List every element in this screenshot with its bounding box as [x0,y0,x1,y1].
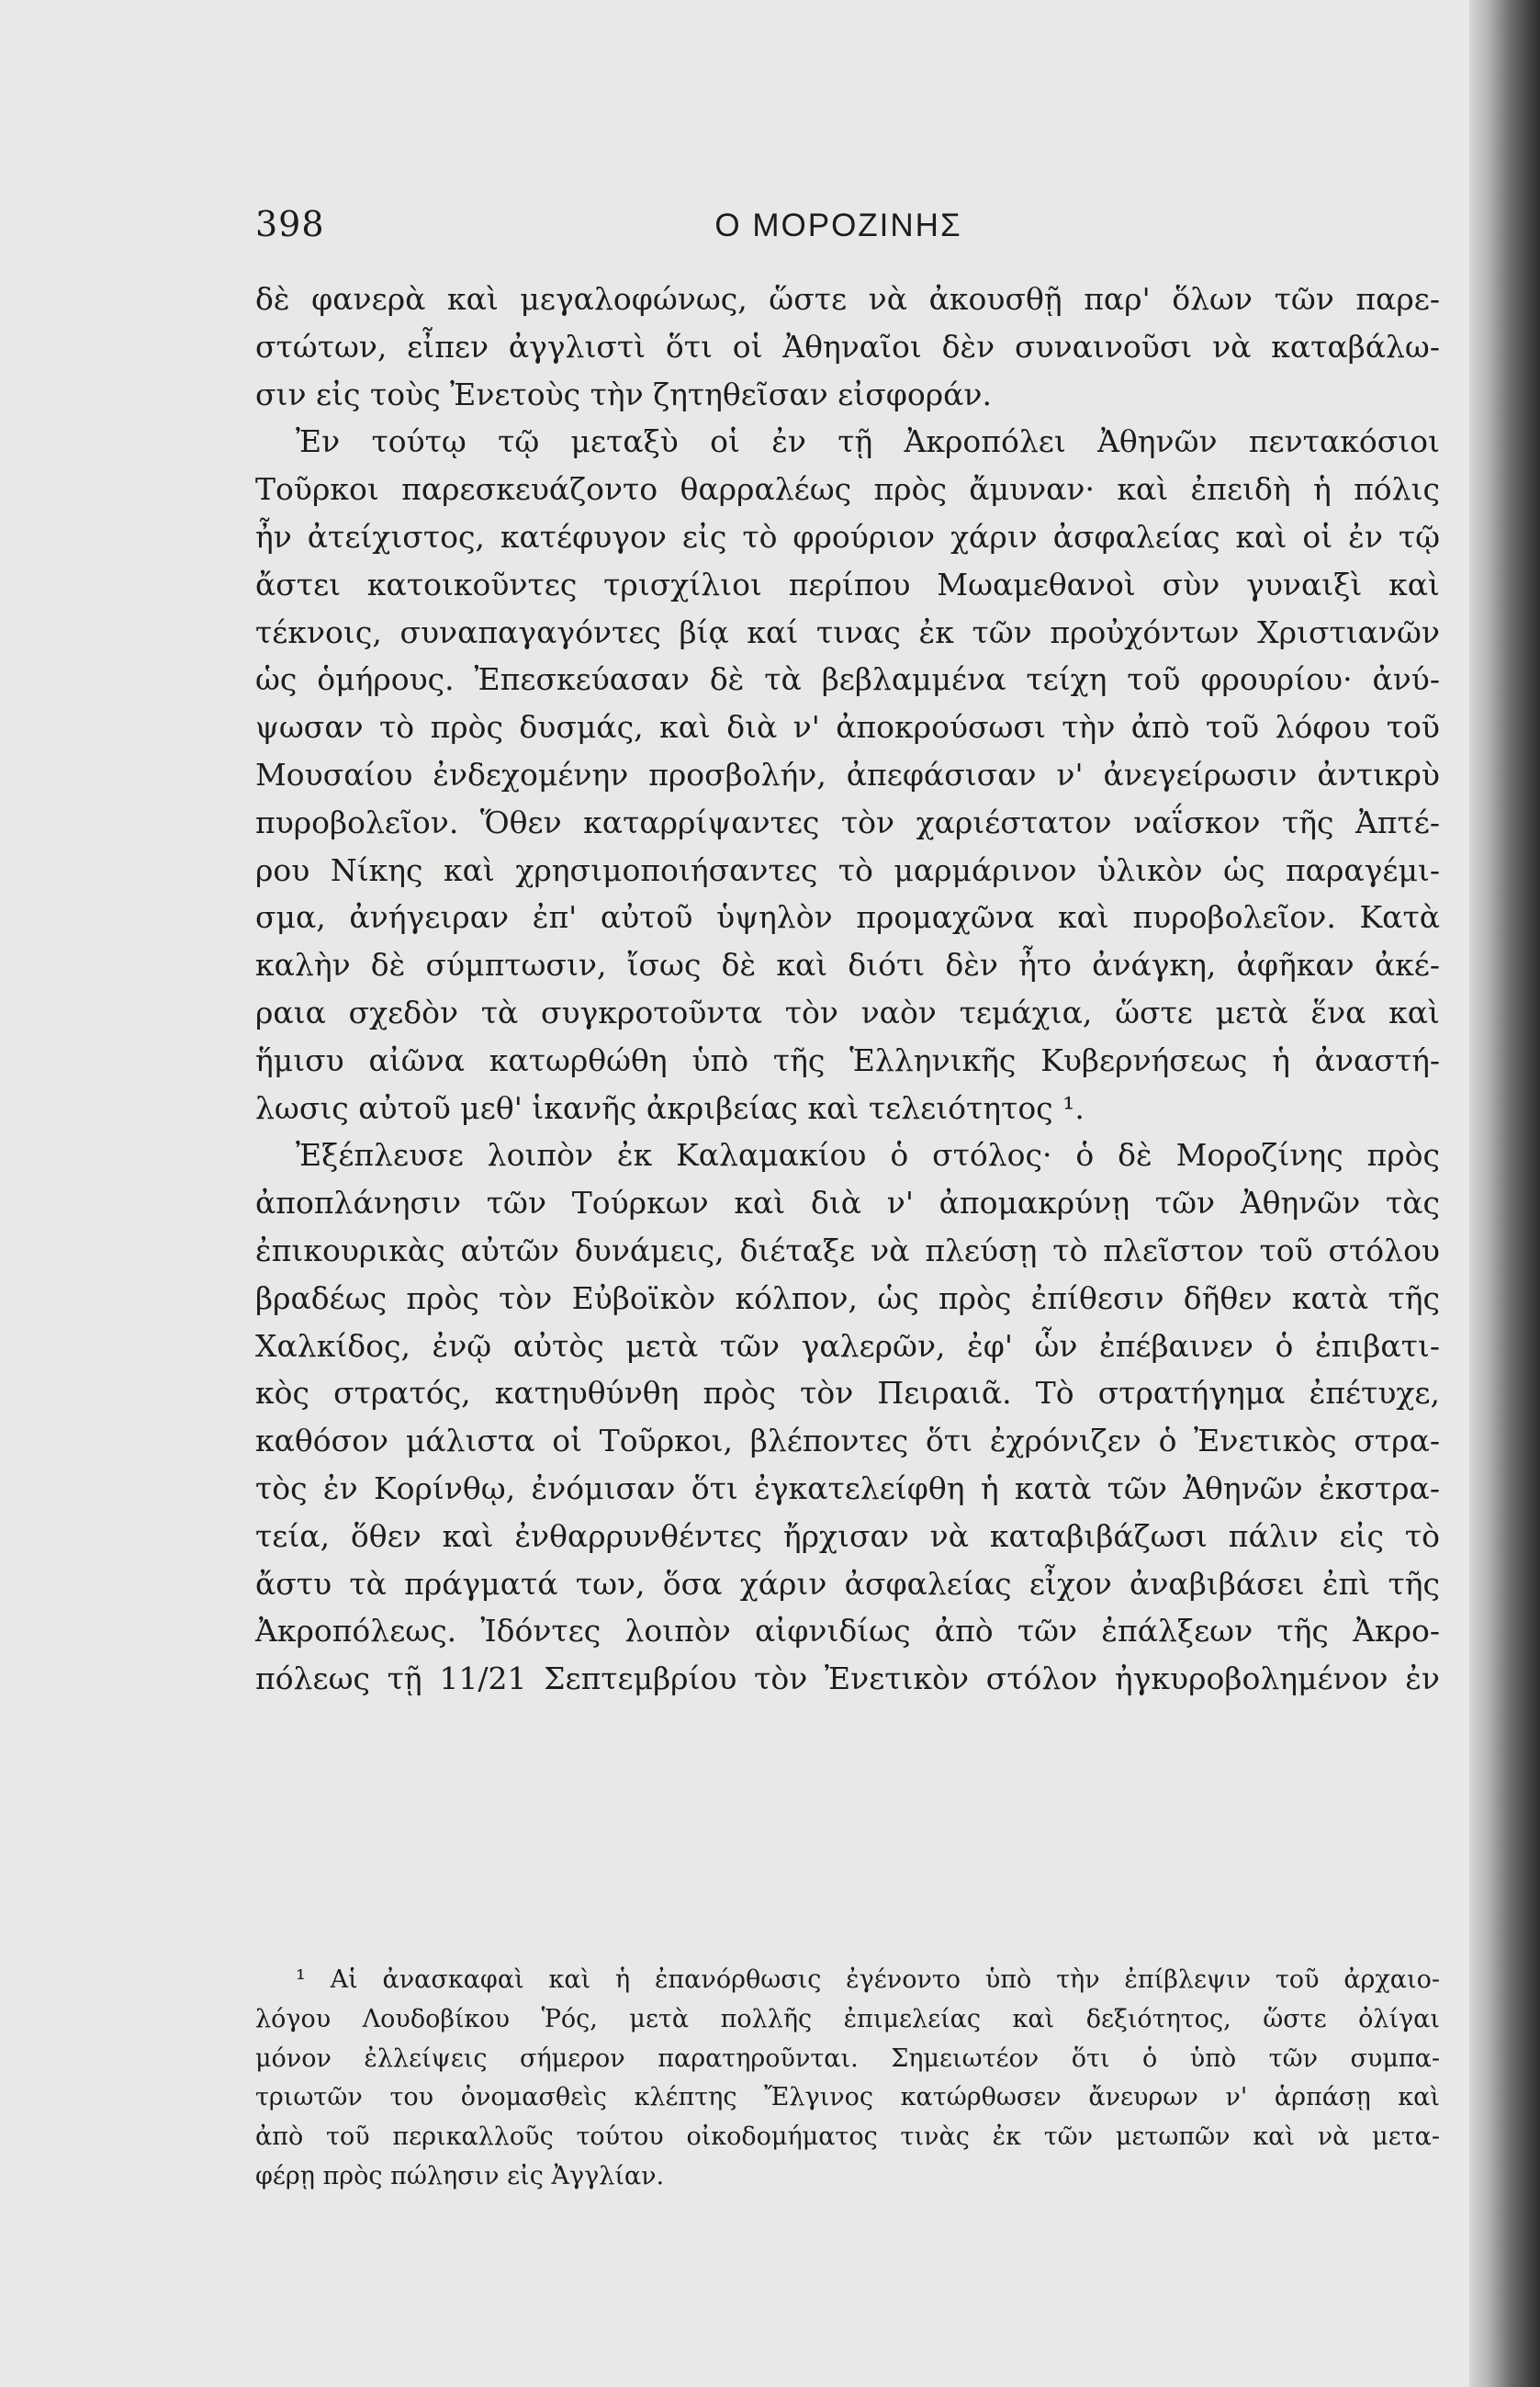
text-line: βραδέως πρὸς τὸν Εὐβοϊκὸν κόλπον, ὡς πρὸς ἐπίθεσιν δῆθεν κατὰ τῆς [255,1279,1440,1316]
footnote-line: μόνον ἐλλείψεις σήμερον παρατηροῦνται. Σημειωτέον ὅτι ὁ ὑπὸ τῶν συμπα- [255,2044,1440,2073]
text-line: πόλεως τῇ 11/21 Σεπτεμβρίου τὸν Ἐνετικὸν στόλον ἠγκυροβολημένον ἐν [255,1661,1440,1697]
text-line: στώτων, εἶπεν ἀγγλιστὶ ὅτι οἱ Ἀθηναῖοι δὲν συναινοῦσι νὰ καταβάλω- [255,328,1440,365]
text-line: Χαλκίδος, ἐνῷ αὐτὸς μετὰ τῶν γαλερῶν, ἐφ' ὧν ἐπέβαινεν ὁ ἐπιβατι- [255,1327,1440,1364]
text-line: τέκνοις, συναπαγαγόντες βίᾳ καί τινας ἐκ τῶν προὐχόντων Χριστιανῶν [255,614,1440,650]
text-line: δὲ φανερὰ καὶ μεγαλοφώνως, ὥστε νὰ ἀκουσθῇ παρ' ὅλων τῶν παρε- [255,281,1440,317]
text-line: καλὴν δὲ σύμπτωσιν, ἴσως δὲ καὶ διότι δὲν ἦτο ἀνάγκη, ἀφῆκαν ἀκέ- [255,947,1440,984]
page-number: 398 [255,204,325,244]
text-line: ὡς ὁμήρους. Ἐπεσκεύασαν δὲ τὰ βεβλαμμένα τείχη τοῦ φρουρίου· ἀνύ- [255,661,1440,698]
text-line: τὸς ἐν Κορίνθῳ, ἐνόμισαν ὅτι ἐγκατελείφθη ἡ κατὰ τῶν Ἀθηνῶν ἐκστρα- [255,1469,1440,1506]
text-line: Ἐξέπλευσε λοιπὸν ἐκ Καλαμακίου ὁ στόλος· ὁ δὲ Μοροζίνης πρὸς [296,1137,1440,1174]
book-spine-shadow [1469,0,1540,2387]
text-line: ἐπικουρικὰς αὐτῶν δυνάμεις, διέταξε νὰ πλεύσῃ τὸ πλεῖστον τοῦ στόλου [255,1232,1440,1268]
text-line: Τοῦρκοι παρεσκευάζοντο θαρραλέως πρὸς ἄμυναν· καὶ ἐπειδὴ ἡ πόλις [255,471,1440,508]
text-line: καθόσον μάλιστα οἱ Τοῦρκοι, βλέποντες ὅτι ἐχρόνιζεν ὁ Ἐνετικὸς στρα- [255,1423,1440,1459]
text-line: Μουσαίου ἐνδεχομένην προσβολήν, ἀπεφάσισαν ν' ἀνεγείρωσιν ἀντικρὺ [255,756,1440,793]
text-line: κὸς στρατός, κατηυθύνθη πρὸς τὸν Πειραιᾶ. Τὸ στρατήγημα ἐπέτυχε, [255,1375,1440,1412]
footnote-line: λόγου Λουδοβίκου Ῥός, μετὰ πολλῆς ἐπιμελείας καὶ δεξιότητος, ὥστε ὀλίγαι [255,2004,1440,2033]
text-line: πυροβολεῖον. Ὅθεν καταρρίψαντες τὸν χαριέστατον ναΐσκον τῆς Ἀπτέ- [255,804,1440,840]
footnote-line: τριωτῶν του ὀνομασθεὶς κλέπτης Ἔλγινος κατώρθωσεν ἄνευρων ν' ἁρπάσῃ καὶ [255,2083,1440,2112]
text-line: ρου Νίκης καὶ χρησιμοποιήσαντες τὸ μαρμάρινον ὑλικὸν ὡς παραγέμι- [255,851,1440,888]
text-line: ἄστυ τὰ πράγματά των, ὅσα χάριν ἀσφαλείας εἶχον ἀναβιβάσει ἐπὶ τῆς [255,1565,1440,1602]
text-line: ἄστει κατοικοῦντες τρισχίλιοι περίπου Μωαμεθανοὶ σὺν γυναιξὶ καὶ [255,566,1440,602]
footnote-line: ἀπὸ τοῦ περικαλλοῦς τούτου οἰκοδομήματος τινὰς ἐκ τῶν μετωπῶν καὶ νὰ μετα- [255,2122,1440,2152]
page-header [255,204,1422,259]
text-line: ἥμισυ αἰῶνα κατωρθώθη ὑπὸ τῆς Ἑλληνικῆς Κυβερνήσεως ἡ ἀναστή- [255,1041,1440,1078]
text-line: σιν εἰς τοὺς Ἐνετοὺς τὴν ζητηθεῖσαν εἰσφοράν. [255,376,992,412]
footnote-line: ¹ Αἱ ἀνασκαφαὶ καὶ ἡ ἐπανόρθωσις ἐγένοντο ὑπὸ τὴν ἐπίβλεψιν τοῦ ἀρχαιο- [296,1965,1440,1994]
running-title: Ο ΜΟΡΟΖΙΝΗΣ [714,208,962,243]
text-line: ἀποπλάνησιν τῶν Τούρκων καὶ διὰ ν' ἀπομακρύνῃ τῶν Ἀθηνῶν τὰς [255,1185,1440,1222]
text-line: Ἐν τούτῳ τῷ μεταξὺ οἱ ἐν τῇ Ἀκροπόλει Ἀθηνῶν πεντακόσιοι [296,423,1440,460]
text-line: ψωσαν τὸ πρὸς δυσμάς, καὶ διὰ ν' ἀποκρούσωσι τὴν ἀπὸ τοῦ λόφου τοῦ [255,709,1440,746]
text-line: ἦν ἀτείχιστος, κατέφυγον εἰς τὸ φρούριον χάριν ἀσφαλείας καὶ οἱ ἐν τῷ [255,518,1440,555]
text-line: Ἀκροπόλεως. Ἰδόντες λοιπὸν αἰφνιδίως ἀπὸ τῶν ἐπάλξεων τῆς Ἀκρο- [255,1613,1440,1650]
text-line: λωσις αὐτοῦ μεθ' ἱκανῆς ἀκριβείας καὶ τελειότητος ¹. [255,1089,1085,1126]
footnotes [255,1961,1440,2197]
text-line: ραια σχεδὸν τὰ συγκροτοῦντα τὸν ναὸν τεμάχια, ὥστε μετὰ ἕνα καὶ [255,994,1440,1030]
body-text [255,276,1440,1703]
text-line: σμα, ἀνήγειραν ἐπ' αὐτοῦ ὑψηλὸν προμαχῶνα καὶ πυροβολεῖον. Κατὰ [255,899,1440,936]
text-line: τεία, ὅθεν καὶ ἐνθαρρυνθέντες ἤρχισαν νὰ καταβιβάζωσι πάλιν εἰς τὸ [255,1517,1440,1554]
footnote-line: φέρῃ πρὸς πώλησιν εἰς Ἀγγλίαν. [255,2161,665,2190]
